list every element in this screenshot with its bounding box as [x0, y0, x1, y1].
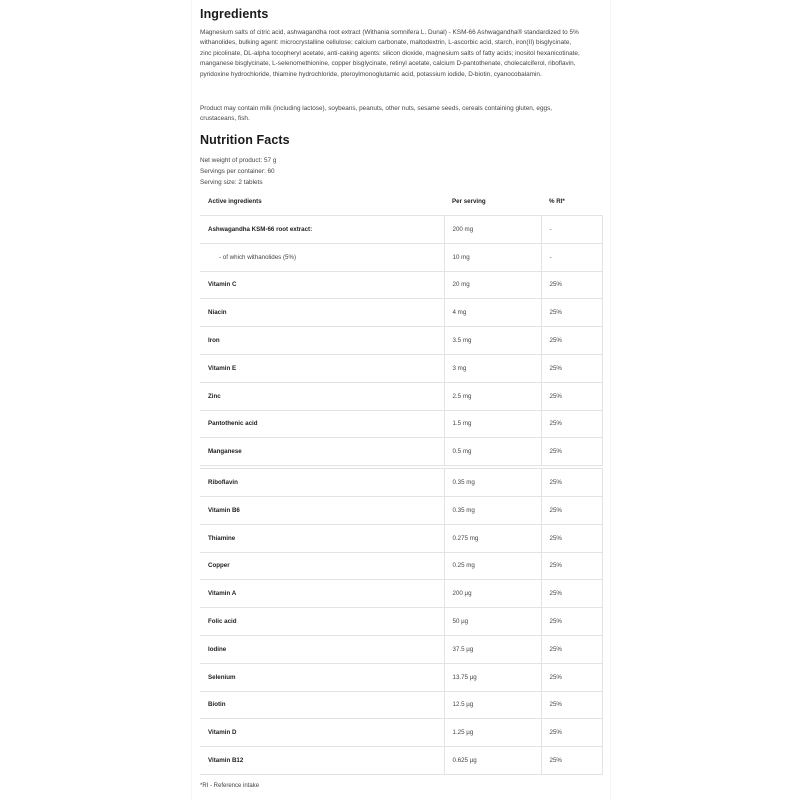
table-row — [200, 243, 602, 271]
nutrient-name: Iron — [200, 327, 444, 355]
table-row — [200, 354, 602, 382]
per-serving-value: 3.5 mg — [444, 327, 541, 355]
per-serving-value: 3 mg — [444, 354, 541, 382]
ri-percent: 25% — [541, 299, 602, 327]
nutrient-name: Iodine — [200, 635, 444, 663]
per-serving-value: 0.275 mg — [444, 524, 541, 552]
per-serving-value: 200 mg — [444, 216, 541, 244]
nutrient-name: Niacin — [200, 299, 444, 327]
table-row — [200, 299, 602, 327]
ri-percent: 25% — [541, 663, 602, 691]
nutrient-name: Vitamin A — [200, 580, 444, 608]
column-header-per-serving: Per serving — [452, 198, 486, 205]
per-serving-value: 10 mg — [444, 243, 541, 271]
table-row — [200, 410, 602, 438]
nutrient-name: Vitamin B6 — [200, 496, 444, 524]
table-row — [200, 691, 602, 719]
ri-percent: 25% — [541, 580, 602, 608]
nutrient-name: Manganese — [200, 438, 444, 467]
nutrient-name: Vitamin C — [200, 271, 444, 299]
ri-percent: 25% — [541, 719, 602, 747]
ri-percent: 25% — [541, 382, 602, 410]
per-serving-value: 12.5 µg — [444, 691, 541, 719]
table-row — [200, 635, 602, 663]
ri-percent: 25% — [541, 467, 602, 496]
per-serving-value: 4 mg — [444, 299, 541, 327]
table-header-row — [200, 188, 602, 216]
ri-percent: - — [541, 243, 602, 271]
column-header-ingredient: Active ingredients — [208, 198, 262, 205]
nutrient-name: Vitamin D — [200, 719, 444, 747]
ri-percent: 25% — [541, 524, 602, 552]
table-row — [200, 382, 602, 410]
nutrition-heading: Nutrition Facts — [200, 133, 290, 147]
table-row — [200, 216, 602, 244]
ri-percent: 25% — [541, 438, 602, 467]
nutrient-name: Zinc — [200, 382, 444, 410]
ri-percent: 25% — [541, 552, 602, 580]
per-serving-value: 0.35 mg — [444, 467, 541, 496]
column-header-ri: % RI* — [549, 198, 565, 205]
footnote: *RI - Reference intake — [200, 783, 260, 789]
nutrient-name: Ashwagandha KSM-66 root extract: — [200, 216, 444, 244]
per-serving-value: 0.25 mg — [444, 552, 541, 580]
content-page — [191, 0, 611, 800]
ri-percent: 25% — [541, 410, 602, 438]
ri-percent: 25% — [541, 635, 602, 663]
ingredients-text: Magnesium salts of citric acid, ashwagandha root extract (Withania somnifera L. Dunal) - KSM-66 Ashwagandha® standardized to 5% withanolides, bulking agent: microcrystalline cellulose; calcium carbonate, maltodextrin, L-ascorbic acid, starch, iron(II) bisglycinate, zinc picolinate, DL-alpha tocopheryl acetate, anti-caking agents: silicon dioxide, magnesium salts of fatty acids; inositol hexanicotinate, manganese bisglycinate, L-selenomethionine, copper bisglycinate, retinyl acetate, calcium D-pantothenate, cholecalciferol, riboflavin, pyridoxine hydrochloride, thiamine hydrochloride, pteroylmonoglutamic acid, potassium iodide, D-biotin, cyanocobalamin. — [200, 29, 580, 78]
ingredients-heading: Ingredients — [200, 7, 269, 21]
table-row — [200, 524, 602, 552]
table-row — [200, 719, 602, 747]
ri-percent: 25% — [541, 354, 602, 382]
table-row — [200, 747, 602, 775]
nutrient-name: Pantothenic acid — [200, 410, 444, 438]
servings-per-container: Servings per container: 60 — [200, 168, 275, 175]
ri-percent: - — [541, 216, 602, 244]
per-serving-value: 37.5 µg — [444, 635, 541, 663]
per-serving-value: 13.75 µg — [444, 663, 541, 691]
per-serving-value: 2.5 mg — [444, 382, 541, 410]
per-serving-value: 50 µg — [444, 608, 541, 636]
per-serving-value: 0.5 mg — [444, 438, 541, 467]
net-weight: Net weight of product: 57 g — [200, 157, 277, 164]
table-row — [200, 580, 602, 608]
nutrient-name: Selenium — [200, 663, 444, 691]
table-row — [200, 327, 602, 355]
table-row — [200, 271, 602, 299]
allergen-text: Product may contain milk (including lactose), soybeans, peanuts, other nuts, sesame seeds, cereals containing gluten, eggs, crustaceans, fish. — [200, 105, 553, 123]
per-serving-value: 1.25 µg — [444, 719, 541, 747]
ri-percent: 25% — [541, 327, 602, 355]
table-body — [200, 216, 602, 775]
table-row — [200, 467, 602, 496]
nutrition-table — [200, 188, 603, 775]
ri-percent: 25% — [541, 271, 602, 299]
table-row — [200, 608, 602, 636]
table-row — [200, 552, 602, 580]
nutrient-name: Vitamin E — [200, 354, 444, 382]
ri-percent: 25% — [541, 496, 602, 524]
per-serving-value: 200 µg — [444, 580, 541, 608]
table-row — [200, 663, 602, 691]
ri-percent: 25% — [541, 608, 602, 636]
nutrient-name: Copper — [200, 552, 444, 580]
ri-percent: 25% — [541, 691, 602, 719]
nutrient-name: Biotin — [200, 691, 444, 719]
per-serving-value: 1.5 mg — [444, 410, 541, 438]
table-row — [200, 496, 602, 524]
nutrient-name: Riboflavin — [200, 467, 444, 496]
per-serving-value: 20 mg — [444, 271, 541, 299]
per-serving-value: 0.35 mg — [444, 496, 541, 524]
nutrient-name: - of which withanolides (5%) — [200, 243, 444, 271]
nutrient-name: Thiamine — [200, 524, 444, 552]
nutrient-name: Folic acid — [200, 608, 444, 636]
ri-percent: 25% — [541, 747, 602, 775]
nutrient-name: Vitamin B12 — [200, 747, 444, 775]
serving-size: Serving size: 2 tablets — [200, 179, 263, 186]
table-row — [200, 438, 602, 467]
per-serving-value: 0.625 µg — [444, 747, 541, 775]
